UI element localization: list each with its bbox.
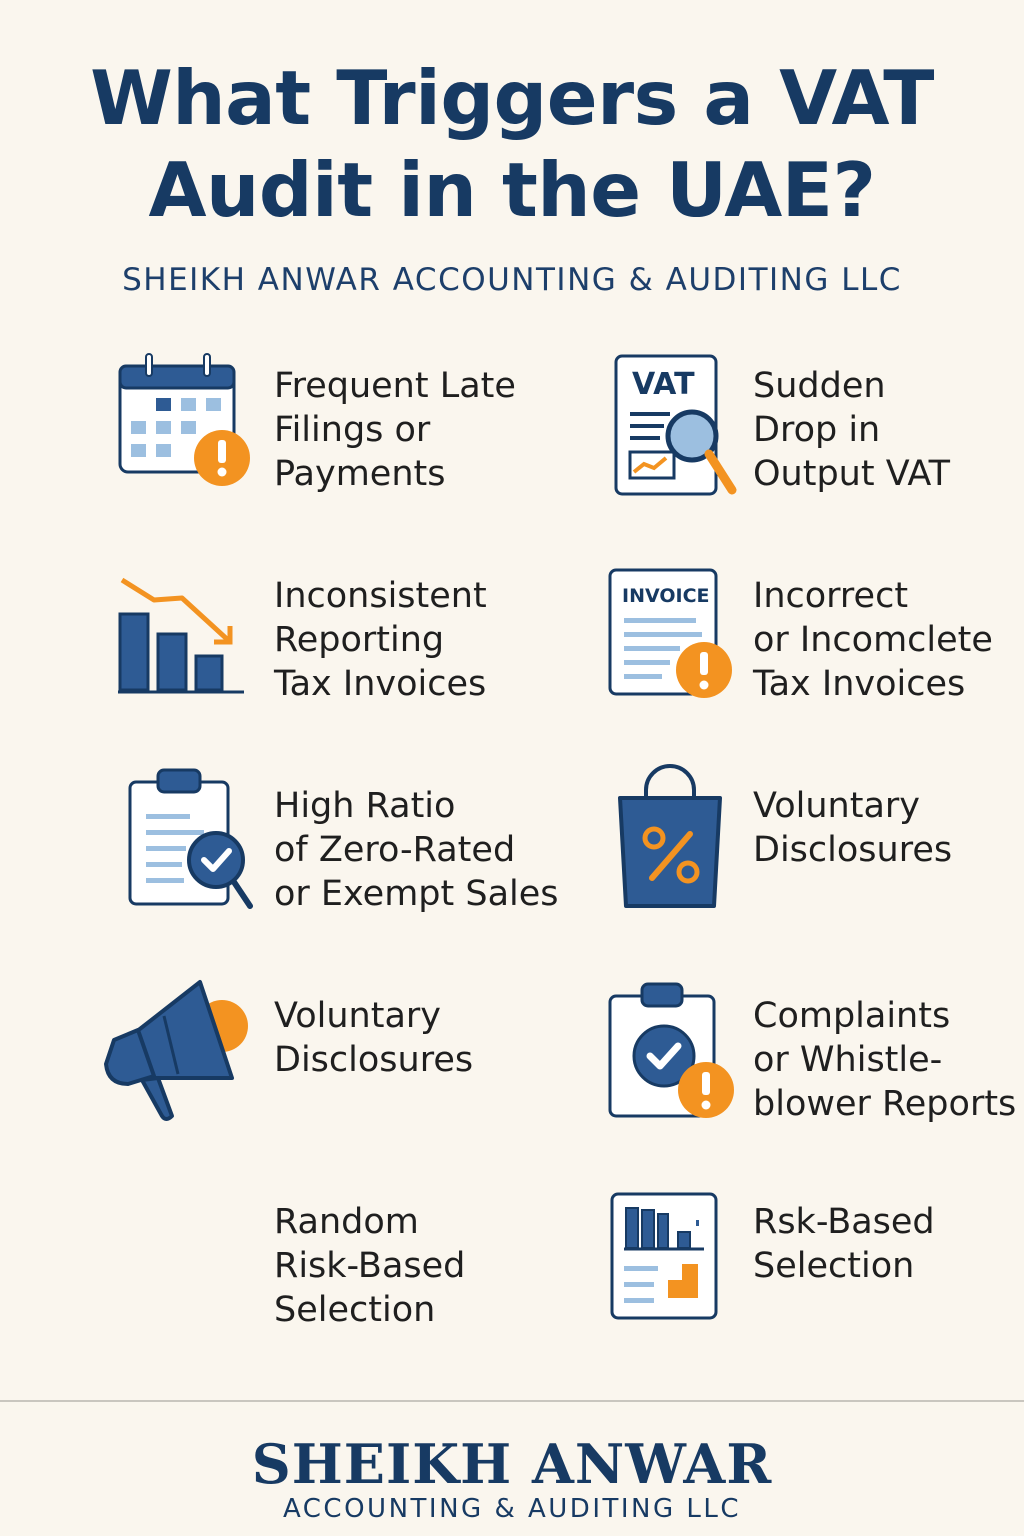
trigger-label: High Ratio of Zero-Rated or Exempt Sales <box>274 786 559 914</box>
footer-company-name: SHEIKH ANWAR <box>251 1432 773 1496</box>
svg-text:INVOICE: INVOICE <box>622 585 710 607</box>
calendar-warning-icon <box>118 352 254 488</box>
svg-text:VAT: VAT <box>632 367 695 402</box>
declining-bar-chart-icon <box>116 578 246 696</box>
trigger-label: Complaints or Whistle- blower Reports <box>753 996 1017 1124</box>
title-line-1: What Triggers a VAT <box>90 54 934 142</box>
trigger-label: Frequent Late Filings or Payments <box>274 366 516 494</box>
shopping-bag-percent-icon <box>616 768 724 912</box>
footer-company-subtitle: ACCOUNTING & AUDITING LLC <box>282 1494 742 1524</box>
clipboard-check-magnifier-icon <box>128 768 254 912</box>
trigger-label: Incorrect or Incomclete Tax Invoices <box>753 576 993 704</box>
company-subtitle: SHEIKH ANWAR ACCOUNTING & AUDITING LLC <box>122 262 902 298</box>
trigger-label: Voluntary Disclosures <box>753 786 953 870</box>
report-chart-icon <box>610 1192 718 1320</box>
page-title <box>0 52 1024 236</box>
footer-divider <box>0 1400 1024 1402</box>
megaphone-icon <box>104 974 250 1124</box>
trigger-label: Inconsistent Reporting Tax Invoices <box>274 576 487 704</box>
clipboard-check-warning-icon <box>608 982 738 1124</box>
invoice-warning-icon <box>608 568 736 702</box>
trigger-label: Random Risk-Based Selection <box>274 1202 466 1330</box>
trigger-label: Rsk-Based Selection <box>753 1202 935 1286</box>
trigger-label: Sudden Drop in Output VAT <box>753 366 951 494</box>
trigger-label: Voluntary Disclosures <box>274 996 474 1080</box>
vat-magnifier-icon <box>614 354 740 498</box>
title-line-2: Audit in the UAE? <box>148 146 876 234</box>
